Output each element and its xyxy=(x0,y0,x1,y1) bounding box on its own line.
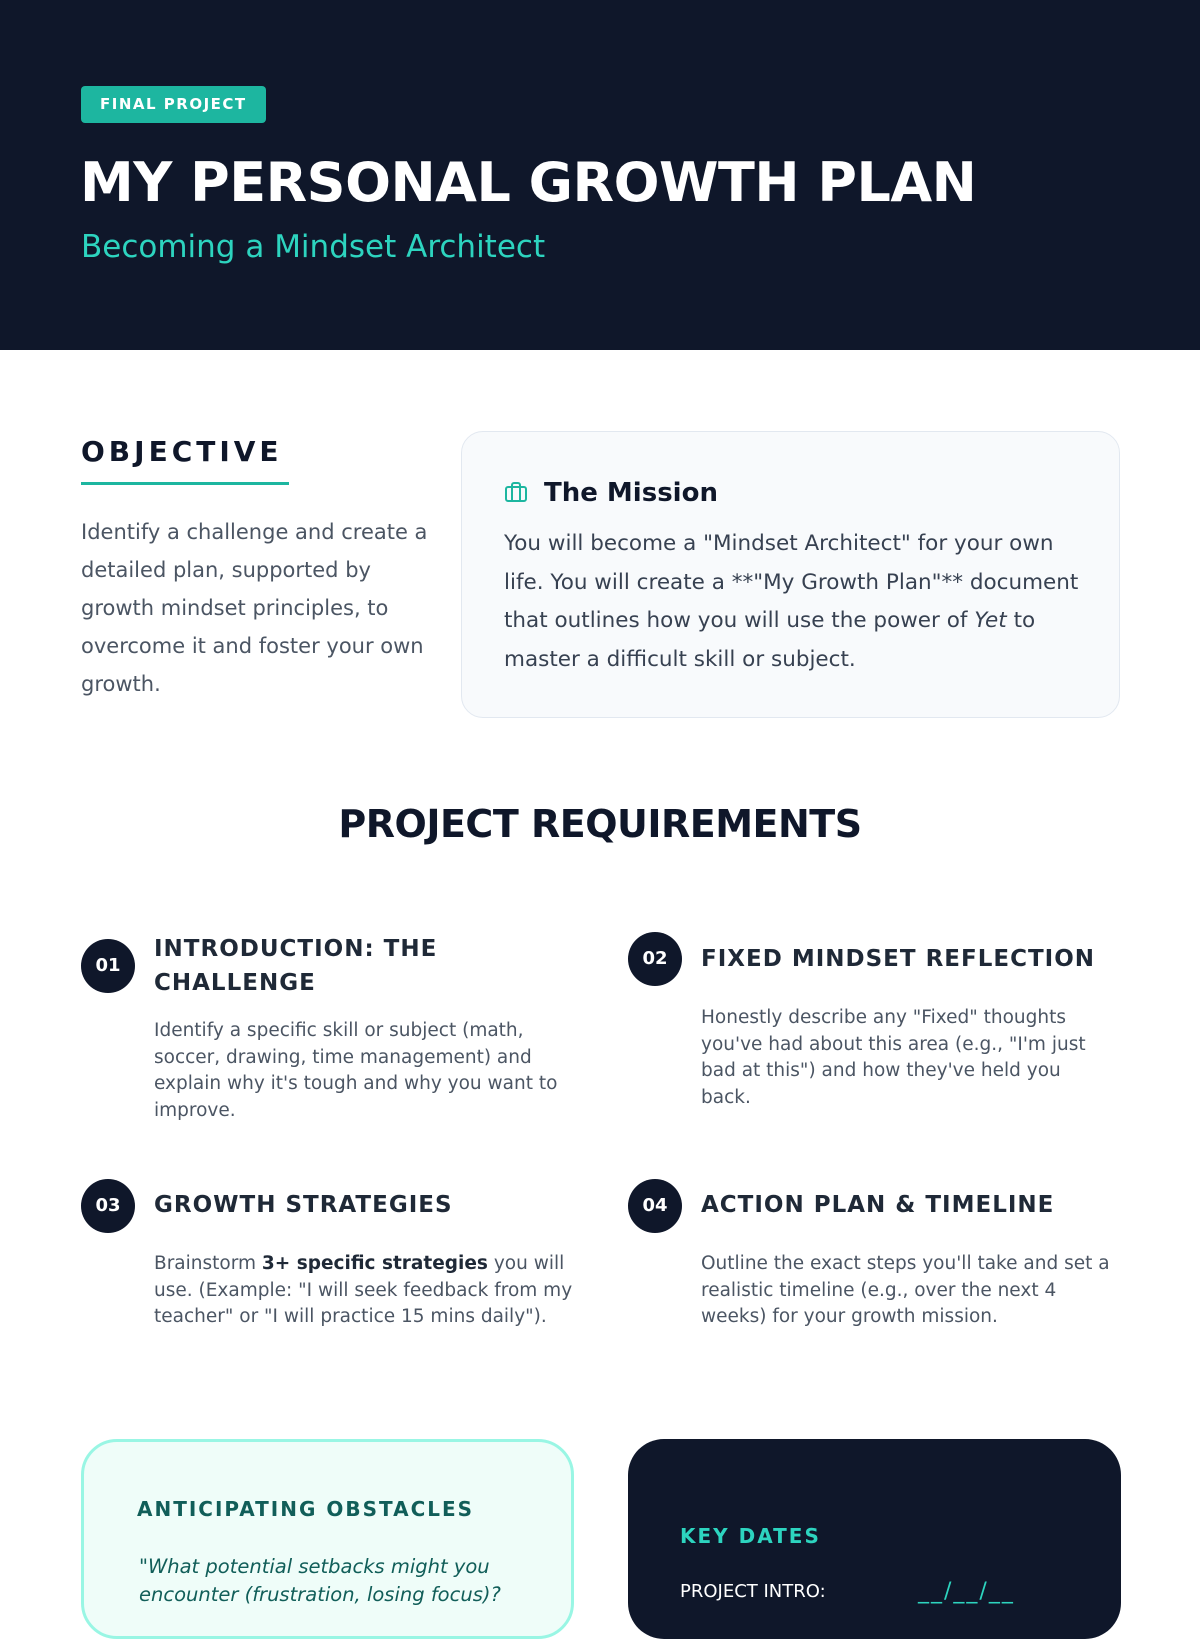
mission-text xyxy=(504,525,1094,679)
page-title: MY PERSONAL GROWTH PLAN xyxy=(80,151,977,214)
requirement-description-part: Brainstorm xyxy=(154,1253,257,1274)
requirement-title: ACTION PLAN & TIMELINE xyxy=(701,1192,1055,1218)
requirement-description: Identify a specific skill or subject (math, soccer, drawing, time management) and explain why it's tough and why you want to improve. xyxy=(154,1020,558,1121)
requirement-title: FIXED MINDSET REFLECTION xyxy=(701,946,1095,972)
requirement-description-strong: 3+ specific strategies xyxy=(261,1253,488,1274)
objective-text: Identify a challenge and create a detailed plan, supported by growth mindset principles, to overcome it and foster your own growth. xyxy=(81,520,428,696)
requirement-title: INTRODUCTION: THE CHALLENGE xyxy=(154,936,438,996)
mission-title: The Mission xyxy=(544,478,718,508)
obstacles-text: "What potential setbacks might you encounter (frustration, losing focus)? xyxy=(139,1555,501,1606)
briefcase-icon xyxy=(504,480,528,504)
requirement-description: Outline the exact steps you'll take and set a realistic timeline (e.g., over the next 4 weeks) for your growth mission. xyxy=(701,1253,1110,1327)
objective-underline xyxy=(81,482,289,485)
mission-text-emphasis: Yet xyxy=(974,608,1007,633)
obstacles-title: ANTICIPATING OBSTACLES xyxy=(137,1497,475,1521)
requirement-description-part: you will use. (Example: "I will seek feedback from my teacher" or "I will practice 15 mins daily"). xyxy=(154,1253,573,1327)
obstacles-card xyxy=(81,1439,574,1639)
key-dates-card xyxy=(628,1439,1121,1639)
requirement-description xyxy=(154,1251,574,1331)
key-date-label: PROJECT INTRO: xyxy=(680,1581,826,1602)
mission-text-part: You will become a "Mindset Architect" for your own life. You will create a **"My Growth Plan"** document that outlines how you will use the power of xyxy=(504,531,1079,633)
step-number-badge: 04 xyxy=(628,1179,682,1233)
step-number-badge: 01 xyxy=(81,939,135,993)
requirement-description: Honestly describe any "Fixed" thoughts you've had about this area (e.g., "I'm just bad at this") and how they've held you back. xyxy=(701,1007,1086,1108)
mission-card xyxy=(461,431,1120,718)
project-badge: FINAL PROJECT xyxy=(81,86,266,123)
objective-heading: OBJECTIVE xyxy=(81,435,283,468)
hero-header xyxy=(0,0,1200,350)
step-number-badge: 03 xyxy=(81,1179,135,1233)
mission-text-part: to master a difficult skill or subject. xyxy=(504,608,1036,672)
requirement-title: GROWTH STRATEGIES xyxy=(154,1192,453,1218)
key-date-blank: __/__/__ xyxy=(918,1579,1015,1604)
page-subtitle: Becoming a Mindset Architect xyxy=(81,229,546,265)
step-number-badge: 02 xyxy=(628,932,682,986)
requirements-heading: PROJECT REQUIREMENTS xyxy=(338,802,862,846)
key-dates-title: KEY DATES xyxy=(680,1524,821,1548)
